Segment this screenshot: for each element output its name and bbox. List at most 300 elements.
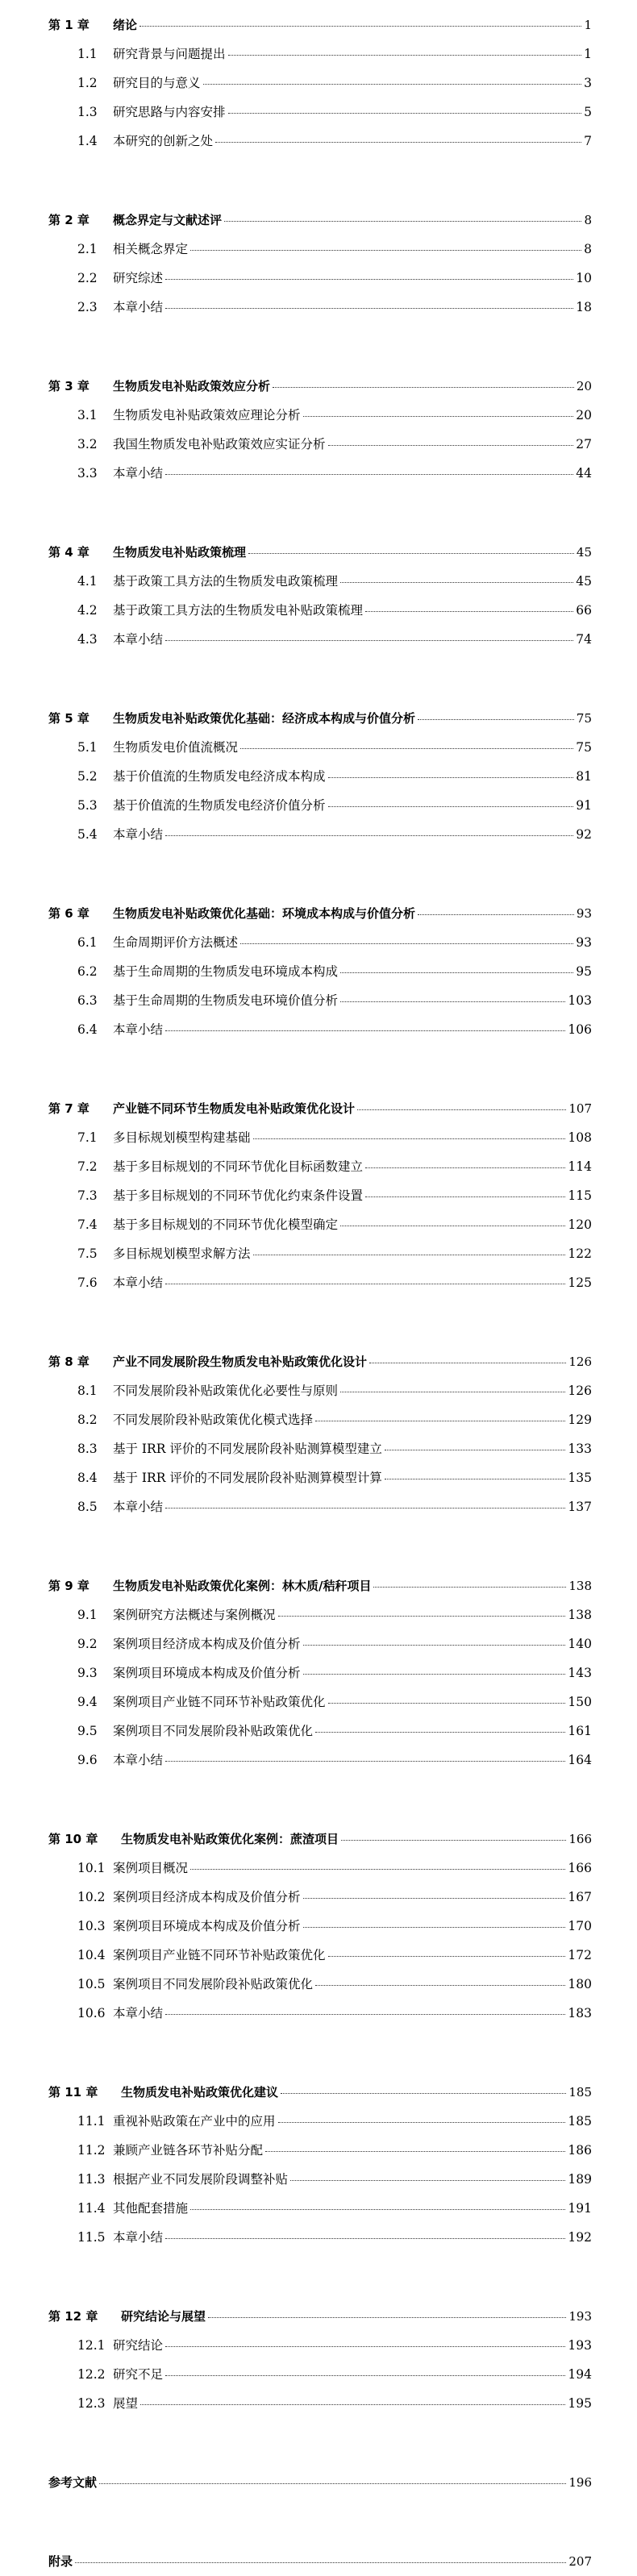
section-number: 2.2 <box>77 271 98 285</box>
section-title: 案例项目概况 <box>113 1861 189 1875</box>
dot-leader <box>240 748 573 749</box>
chapter-title: 生物质发电补贴政策优化建议 <box>121 2085 279 2100</box>
dot-leader <box>290 2180 565 2181</box>
page-number: 183 <box>568 2006 592 2020</box>
page-number: 103 <box>568 993 592 1008</box>
toc-section-entry[interactable] <box>48 596 592 625</box>
section-number: 11.1 <box>77 2114 106 2129</box>
dot-leader <box>165 1761 565 1762</box>
section-title: 相关概念界定 <box>113 242 189 256</box>
page-number: 27 <box>576 437 592 452</box>
toc-chapter-entry[interactable] <box>48 2468 592 2497</box>
dot-leader <box>165 2346 565 2347</box>
section-title: 基于多目标规划的不同环节优化目标函数建立 <box>113 1159 364 1174</box>
dot-leader <box>190 1869 565 1870</box>
chapter-title: 生物质发电补贴政策优化基础：环境成本构成与价值分析 <box>113 906 416 921</box>
section-title: 研究不足 <box>113 2367 164 2382</box>
chapter-title: 生物质发电补贴政策优化案例：林木质/秸秆项目 <box>113 1579 372 1593</box>
section-number: 7.3 <box>77 1188 98 1203</box>
section-title: 多目标规划模型求解方法 <box>113 1246 251 1261</box>
section-title: 多目标规划模型构建基础 <box>113 1130 251 1145</box>
section-number: 4.1 <box>77 574 98 589</box>
toc-chapter-entry[interactable] <box>48 538 592 567</box>
chapter-title: 研究结论与展望 <box>121 2309 206 2324</box>
dot-leader <box>418 719 574 720</box>
dot-leader <box>165 1030 565 1031</box>
dot-leader <box>215 142 581 143</box>
toc-section-entry[interactable] <box>48 1239 592 1268</box>
page-number: 133 <box>568 1442 592 1456</box>
page-number: 92 <box>576 827 592 842</box>
page-number: 143 <box>568 1666 592 1680</box>
toc-section-entry[interactable] <box>48 957 592 986</box>
chapter-block <box>48 206 592 322</box>
section-title: 不同发展阶段补贴政策优化模式选择 <box>113 1413 314 1427</box>
dot-leader <box>203 84 582 85</box>
section-title: 基于政策工具方法的生物质发电补贴政策梳理 <box>113 603 364 618</box>
dot-leader <box>190 2209 565 2210</box>
section-title: 研究背景与问题提出 <box>113 47 226 61</box>
section-title: 基于多目标规划的不同环节优化模型确定 <box>113 1217 339 1232</box>
page-number: 106 <box>568 1022 592 1037</box>
dot-leader <box>165 640 573 641</box>
section-number: 1.4 <box>77 134 98 148</box>
dot-leader <box>328 1956 566 1957</box>
toc-chapter-entry[interactable] <box>48 1825 592 1854</box>
page-number: 93 <box>576 906 592 921</box>
section-number: 5.3 <box>77 798 98 813</box>
section-title: 不同发展阶段补贴政策优化必要性与原则 <box>113 1384 339 1398</box>
dot-leader <box>240 943 573 944</box>
toc-section-entry[interactable] <box>48 98 592 127</box>
toc-chapter-entry[interactable] <box>48 372 592 401</box>
toc-section-entry[interactable] <box>48 1912 592 1941</box>
section-number: 7.5 <box>77 1246 98 1261</box>
dot-leader <box>165 2375 565 2376</box>
toc-section-entry[interactable] <box>48 2331 592 2360</box>
toc-section-entry[interactable] <box>48 1746 592 1775</box>
page-number: 140 <box>568 1637 592 1651</box>
toc-chapter-entry[interactable] <box>48 899 592 928</box>
section-number: 10.3 <box>77 1919 106 1933</box>
section-title: 案例项目产业链不同环节补贴政策优化 <box>113 1695 326 1709</box>
toc-chapter-entry[interactable] <box>48 206 592 235</box>
chapter-title: 产业不同发展阶段生物质发电补贴政策优化设计 <box>113 1355 368 1369</box>
page-number: 125 <box>568 1276 592 1290</box>
section-title: 本章小结 <box>113 1753 164 1767</box>
dot-leader <box>303 1674 566 1675</box>
page-number: 150 <box>568 1695 592 1709</box>
page-number: 138 <box>568 1608 592 1622</box>
section-title: 案例项目经济成本构成及价值分析 <box>113 1637 301 1651</box>
page-number: 120 <box>568 1217 592 1232</box>
page-number: 172 <box>568 1948 592 1962</box>
page-number: 91 <box>576 798 592 813</box>
chapter-block <box>48 1825 592 2028</box>
toc-section-entry[interactable] <box>48 928 592 957</box>
section-title: 根据产业不同发展阶段调整补贴 <box>113 2172 289 2187</box>
section-number: 6.1 <box>77 935 98 950</box>
section-number: 12.3 <box>77 2396 106 2411</box>
dot-leader <box>278 2122 566 2123</box>
dot-leader <box>340 582 573 583</box>
page-number: 185 <box>568 2085 592 2100</box>
toc-section-entry[interactable] <box>48 1152 592 1181</box>
section-title: 我国生物质发电补贴政策效应实证分析 <box>113 437 326 452</box>
dot-leader <box>139 26 581 27</box>
page-number: 45 <box>576 545 592 560</box>
toc-section-entry[interactable] <box>48 2107 592 2136</box>
dot-leader <box>303 1898 566 1899</box>
page-number: 114 <box>568 1159 592 1174</box>
section-title: 案例项目产业链不同环节补贴政策优化 <box>113 1948 326 1962</box>
section-title: 基于价值流的生物质发电经济成本构成 <box>113 769 326 784</box>
page-number: 8 <box>584 213 592 227</box>
toc-section-entry[interactable] <box>48 1970 592 1999</box>
toc-chapter-entry[interactable] <box>48 2547 592 2576</box>
toc-section-entry[interactable] <box>48 733 592 762</box>
page-number: 75 <box>576 740 592 755</box>
section-title: 案例研究方法概述与案例概况 <box>113 1608 276 1622</box>
section-number: 1.1 <box>77 47 98 61</box>
section-title: 生物质发电补贴政策效应理论分析 <box>113 408 301 422</box>
page-number: 107 <box>568 1101 592 1116</box>
section-number: 9.4 <box>77 1695 98 1709</box>
dot-leader <box>165 2238 565 2239</box>
toc-section-entry[interactable] <box>48 127 592 156</box>
toc-section-entry[interactable] <box>48 459 592 488</box>
page-number: 7 <box>584 134 592 148</box>
chapter-number: 第 7 章 <box>48 1101 90 1116</box>
page-number: 75 <box>576 711 592 726</box>
section-number: 5.4 <box>77 827 98 842</box>
section-number: 3.3 <box>77 466 98 481</box>
page-number: 66 <box>576 603 592 618</box>
toc-section-entry[interactable] <box>48 1210 592 1239</box>
toc-section-entry[interactable] <box>48 1717 592 1746</box>
section-number: 5.1 <box>77 740 98 755</box>
section-title: 基于 IRR 评价的不同发展阶段补贴测算模型建立 <box>113 1442 382 1456</box>
page-number: 180 <box>568 1977 592 1991</box>
toc-section-entry[interactable] <box>48 2136 592 2165</box>
dot-leader <box>365 611 573 612</box>
chapter-number: 第 6 章 <box>48 906 90 921</box>
section-title: 案例项目环境成本构成及价值分析 <box>113 1919 301 1933</box>
section-number: 9.1 <box>77 1608 98 1622</box>
section-title: 研究综述 <box>113 271 164 285</box>
section-title: 本章小结 <box>113 827 164 842</box>
section-title: 案例项目不同发展阶段补贴政策优化 <box>113 1977 314 1991</box>
section-title: 研究结论 <box>113 2338 164 2353</box>
dot-leader <box>228 113 582 114</box>
dot-leader <box>248 553 574 554</box>
page-number: 192 <box>568 2230 592 2245</box>
section-title: 基于生命周期的生物质发电环境成本构成 <box>113 964 339 979</box>
chapter-block <box>48 2468 592 2497</box>
section-number: 10.1 <box>77 1861 106 1875</box>
section-number: 9.2 <box>77 1637 98 1651</box>
section-number: 6.3 <box>77 993 98 1008</box>
section-title: 本章小结 <box>113 1022 164 1037</box>
dot-leader <box>190 250 581 251</box>
page-number: 195 <box>568 2396 592 2411</box>
toc-section-entry[interactable] <box>48 293 592 322</box>
toc-section-entry[interactable] <box>48 1600 592 1629</box>
dot-leader <box>365 1196 565 1197</box>
chapter-block <box>48 538 592 654</box>
toc-section-entry[interactable] <box>48 1268 592 1297</box>
toc-section-entry[interactable] <box>48 264 592 293</box>
section-number: 12.1 <box>77 2338 106 2353</box>
toc-section-entry[interactable] <box>48 1463 592 1492</box>
page-number: 95 <box>576 964 592 979</box>
section-number: 10.6 <box>77 2006 106 2020</box>
dot-leader <box>99 2483 566 2484</box>
page-number: 196 <box>568 2475 592 2490</box>
section-number: 11.3 <box>77 2172 106 2187</box>
chapter-number: 第 11 章 <box>48 2085 98 2100</box>
toc-section-entry[interactable] <box>48 1434 592 1463</box>
section-number: 7.1 <box>77 1130 98 1145</box>
section-number: 11.5 <box>77 2230 106 2245</box>
page-number: 137 <box>568 1500 592 1514</box>
dot-leader <box>278 1616 566 1617</box>
section-title: 展望 <box>113 2396 139 2411</box>
section-title: 本章小结 <box>113 2006 164 2020</box>
page-number: 186 <box>568 2143 592 2158</box>
chapter-title: 生物质发电补贴政策梳理 <box>113 545 247 560</box>
toc-section-entry[interactable] <box>48 1854 592 1883</box>
page-number: 194 <box>568 2367 592 2382</box>
section-number: 2.3 <box>77 300 98 314</box>
chapter-block <box>48 899 592 1044</box>
toc-section-entry[interactable] <box>48 2223 592 2252</box>
page-number: 20 <box>576 379 592 393</box>
page-number: 193 <box>568 2338 592 2353</box>
toc-section-entry[interactable] <box>48 1123 592 1152</box>
toc-section-entry[interactable] <box>48 2389 592 2418</box>
page-number: 138 <box>568 1579 592 1593</box>
dot-leader <box>208 2317 566 2318</box>
chapter-block <box>48 1094 592 1297</box>
toc-section-entry[interactable] <box>48 1658 592 1688</box>
dot-leader <box>365 1167 565 1168</box>
section-title: 本章小结 <box>113 632 164 647</box>
toc-section-entry[interactable] <box>48 1629 592 1658</box>
section-title: 基于 IRR 评价的不同发展阶段补贴测算模型计算 <box>113 1471 382 1485</box>
page-number: 108 <box>568 1130 592 1145</box>
dot-leader <box>340 1001 565 1002</box>
dot-leader <box>281 2093 566 2094</box>
section-number: 4.2 <box>77 603 98 618</box>
chapter-block <box>48 2302 592 2418</box>
chapter-block <box>48 704 592 849</box>
section-number: 3.2 <box>77 437 98 452</box>
section-number: 8.4 <box>77 1471 98 1485</box>
section-title: 本章小结 <box>113 2230 164 2245</box>
page-number: 115 <box>568 1188 592 1203</box>
section-title: 兼顾产业链各环节补贴分配 <box>113 2143 264 2158</box>
section-number: 1.3 <box>77 105 98 119</box>
section-title: 本章小结 <box>113 300 164 314</box>
dot-leader <box>165 279 573 280</box>
page-number: 129 <box>568 1413 592 1427</box>
toc-chapter-entry[interactable] <box>48 704 592 733</box>
toc-section-entry[interactable] <box>48 430 592 459</box>
section-title: 本研究的创新之处 <box>113 134 214 148</box>
page-number: 5 <box>584 105 592 119</box>
toc-section-entry[interactable] <box>48 1941 592 1970</box>
toc-section-entry[interactable] <box>48 235 592 264</box>
section-number: 3.1 <box>77 408 98 422</box>
section-number: 5.2 <box>77 769 98 784</box>
page-number: 166 <box>568 1832 592 1846</box>
toc-section-entry[interactable] <box>48 1492 592 1521</box>
section-number: 10.2 <box>77 1890 106 1904</box>
page-number: 20 <box>576 408 592 422</box>
page-number: 185 <box>568 2114 592 2129</box>
section-number: 9.5 <box>77 1724 98 1738</box>
toc-chapter-entry[interactable] <box>48 10 592 40</box>
section-number: 10.5 <box>77 1977 106 1991</box>
table-of-contents <box>48 10 592 2576</box>
section-title: 本章小结 <box>113 1500 164 1514</box>
toc-section-entry[interactable] <box>48 2194 592 2223</box>
section-number: 8.1 <box>77 1384 98 1398</box>
chapter-number: 第 12 章 <box>48 2309 98 2324</box>
toc-section-entry[interactable] <box>48 986 592 1015</box>
chapter-number: 第 4 章 <box>48 545 90 560</box>
toc-section-entry[interactable] <box>48 1015 592 1044</box>
section-number: 2.1 <box>77 242 98 256</box>
toc-section-entry[interactable] <box>48 791 592 820</box>
section-number: 9.3 <box>77 1666 98 1680</box>
toc-section-entry[interactable] <box>48 625 592 654</box>
toc-section-entry[interactable] <box>48 1883 592 1912</box>
toc-section-entry[interactable] <box>48 1376 592 1405</box>
section-number: 1.2 <box>77 76 98 90</box>
chapter-title: 概念界定与文献述评 <box>113 213 223 227</box>
dot-leader <box>165 474 573 475</box>
toc-section-entry[interactable] <box>48 1688 592 1717</box>
dot-leader <box>265 2151 565 2152</box>
dot-leader <box>328 1703 566 1704</box>
dot-leader <box>165 2014 565 2015</box>
toc-section-entry[interactable] <box>48 1181 592 1210</box>
toc-chapter-entry[interactable] <box>48 2302 592 2331</box>
page-number: 122 <box>568 1246 592 1261</box>
page-number: 1 <box>584 47 592 61</box>
toc-section-entry[interactable] <box>48 762 592 791</box>
page-number: 3 <box>584 76 592 90</box>
dot-leader <box>165 835 573 836</box>
section-title: 研究目的与意义 <box>113 76 201 90</box>
chapter-title: 参考文献 <box>48 2475 98 2490</box>
chapter-block <box>48 1347 592 1521</box>
section-number: 6.2 <box>77 964 98 979</box>
toc-section-entry[interactable] <box>48 2165 592 2194</box>
dot-leader <box>140 2404 565 2405</box>
dot-leader <box>75 2562 566 2563</box>
chapter-block <box>48 2547 592 2576</box>
dot-leader <box>328 777 574 778</box>
toc-section-entry[interactable] <box>48 69 592 98</box>
chapter-number: 第 10 章 <box>48 1832 98 1846</box>
toc-chapter-entry[interactable] <box>48 2078 592 2107</box>
toc-chapter-entry[interactable] <box>48 1094 592 1123</box>
page-number: 8 <box>584 242 592 256</box>
chapter-number: 第 2 章 <box>48 213 90 227</box>
toc-chapter-entry[interactable] <box>48 1347 592 1376</box>
section-number: 7.2 <box>77 1159 98 1174</box>
section-number: 11.4 <box>77 2201 106 2216</box>
page-number: 207 <box>568 2554 592 2569</box>
page-number: 193 <box>568 2309 592 2324</box>
toc-section-entry[interactable] <box>48 1405 592 1434</box>
chapter-number: 第 1 章 <box>48 18 90 32</box>
dot-leader <box>228 55 582 56</box>
chapter-title: 生物质发电补贴政策效应分析 <box>113 379 271 393</box>
chapter-number: 第 5 章 <box>48 711 90 726</box>
chapter-block <box>48 1571 592 1775</box>
section-title: 研究思路与内容安排 <box>113 105 226 119</box>
toc-section-entry[interactable] <box>48 820 592 849</box>
chapter-number: 第 8 章 <box>48 1355 90 1369</box>
page-number: 93 <box>576 935 592 950</box>
page-number: 135 <box>568 1471 592 1485</box>
page-number: 191 <box>568 2201 592 2216</box>
dot-leader <box>357 1109 566 1110</box>
section-number: 12.2 <box>77 2367 106 2382</box>
page-number: 164 <box>568 1753 592 1767</box>
section-title: 基于生命周期的生物质发电环境价值分析 <box>113 993 339 1008</box>
dot-leader <box>303 416 574 417</box>
chapter-title: 产业链不同环节生物质发电补贴政策优化设计 <box>113 1101 356 1116</box>
chapter-number: 第 9 章 <box>48 1579 90 1593</box>
page-number: 170 <box>568 1919 592 1933</box>
section-number: 11.2 <box>77 2143 106 2158</box>
toc-chapter-entry[interactable] <box>48 1571 592 1600</box>
page-number: 126 <box>568 1355 592 1369</box>
page-number: 167 <box>568 1890 592 1904</box>
page-number: 189 <box>568 2172 592 2187</box>
dot-leader <box>303 1927 566 1928</box>
toc-section-entry[interactable] <box>48 40 592 69</box>
chapter-number: 第 3 章 <box>48 379 90 393</box>
page-number: 81 <box>576 769 592 784</box>
dot-leader <box>224 221 581 222</box>
section-number: 7.6 <box>77 1276 98 1290</box>
chapter-title: 绪论 <box>113 18 138 32</box>
section-number: 7.4 <box>77 1217 98 1232</box>
dot-leader <box>315 1732 565 1733</box>
dot-leader <box>253 1138 566 1139</box>
page-number: 161 <box>568 1724 592 1738</box>
section-title: 案例项目不同发展阶段补贴政策优化 <box>113 1724 314 1738</box>
section-title: 生命周期评价方法概述 <box>113 935 239 950</box>
dot-leader <box>340 972 573 973</box>
chapter-block <box>48 10 592 156</box>
toc-section-entry[interactable] <box>48 567 592 596</box>
section-title: 基于政策工具方法的生物质发电政策梳理 <box>113 574 339 589</box>
toc-section-entry[interactable] <box>48 401 592 430</box>
chapter-title: 生物质发电补贴政策优化案例：蔗渣项目 <box>121 1832 339 1846</box>
section-title: 案例项目环境成本构成及价值分析 <box>113 1666 301 1680</box>
toc-section-entry[interactable] <box>48 1999 592 2028</box>
dot-leader <box>328 806 574 807</box>
toc-section-entry[interactable] <box>48 2360 592 2389</box>
dot-leader <box>273 387 574 388</box>
